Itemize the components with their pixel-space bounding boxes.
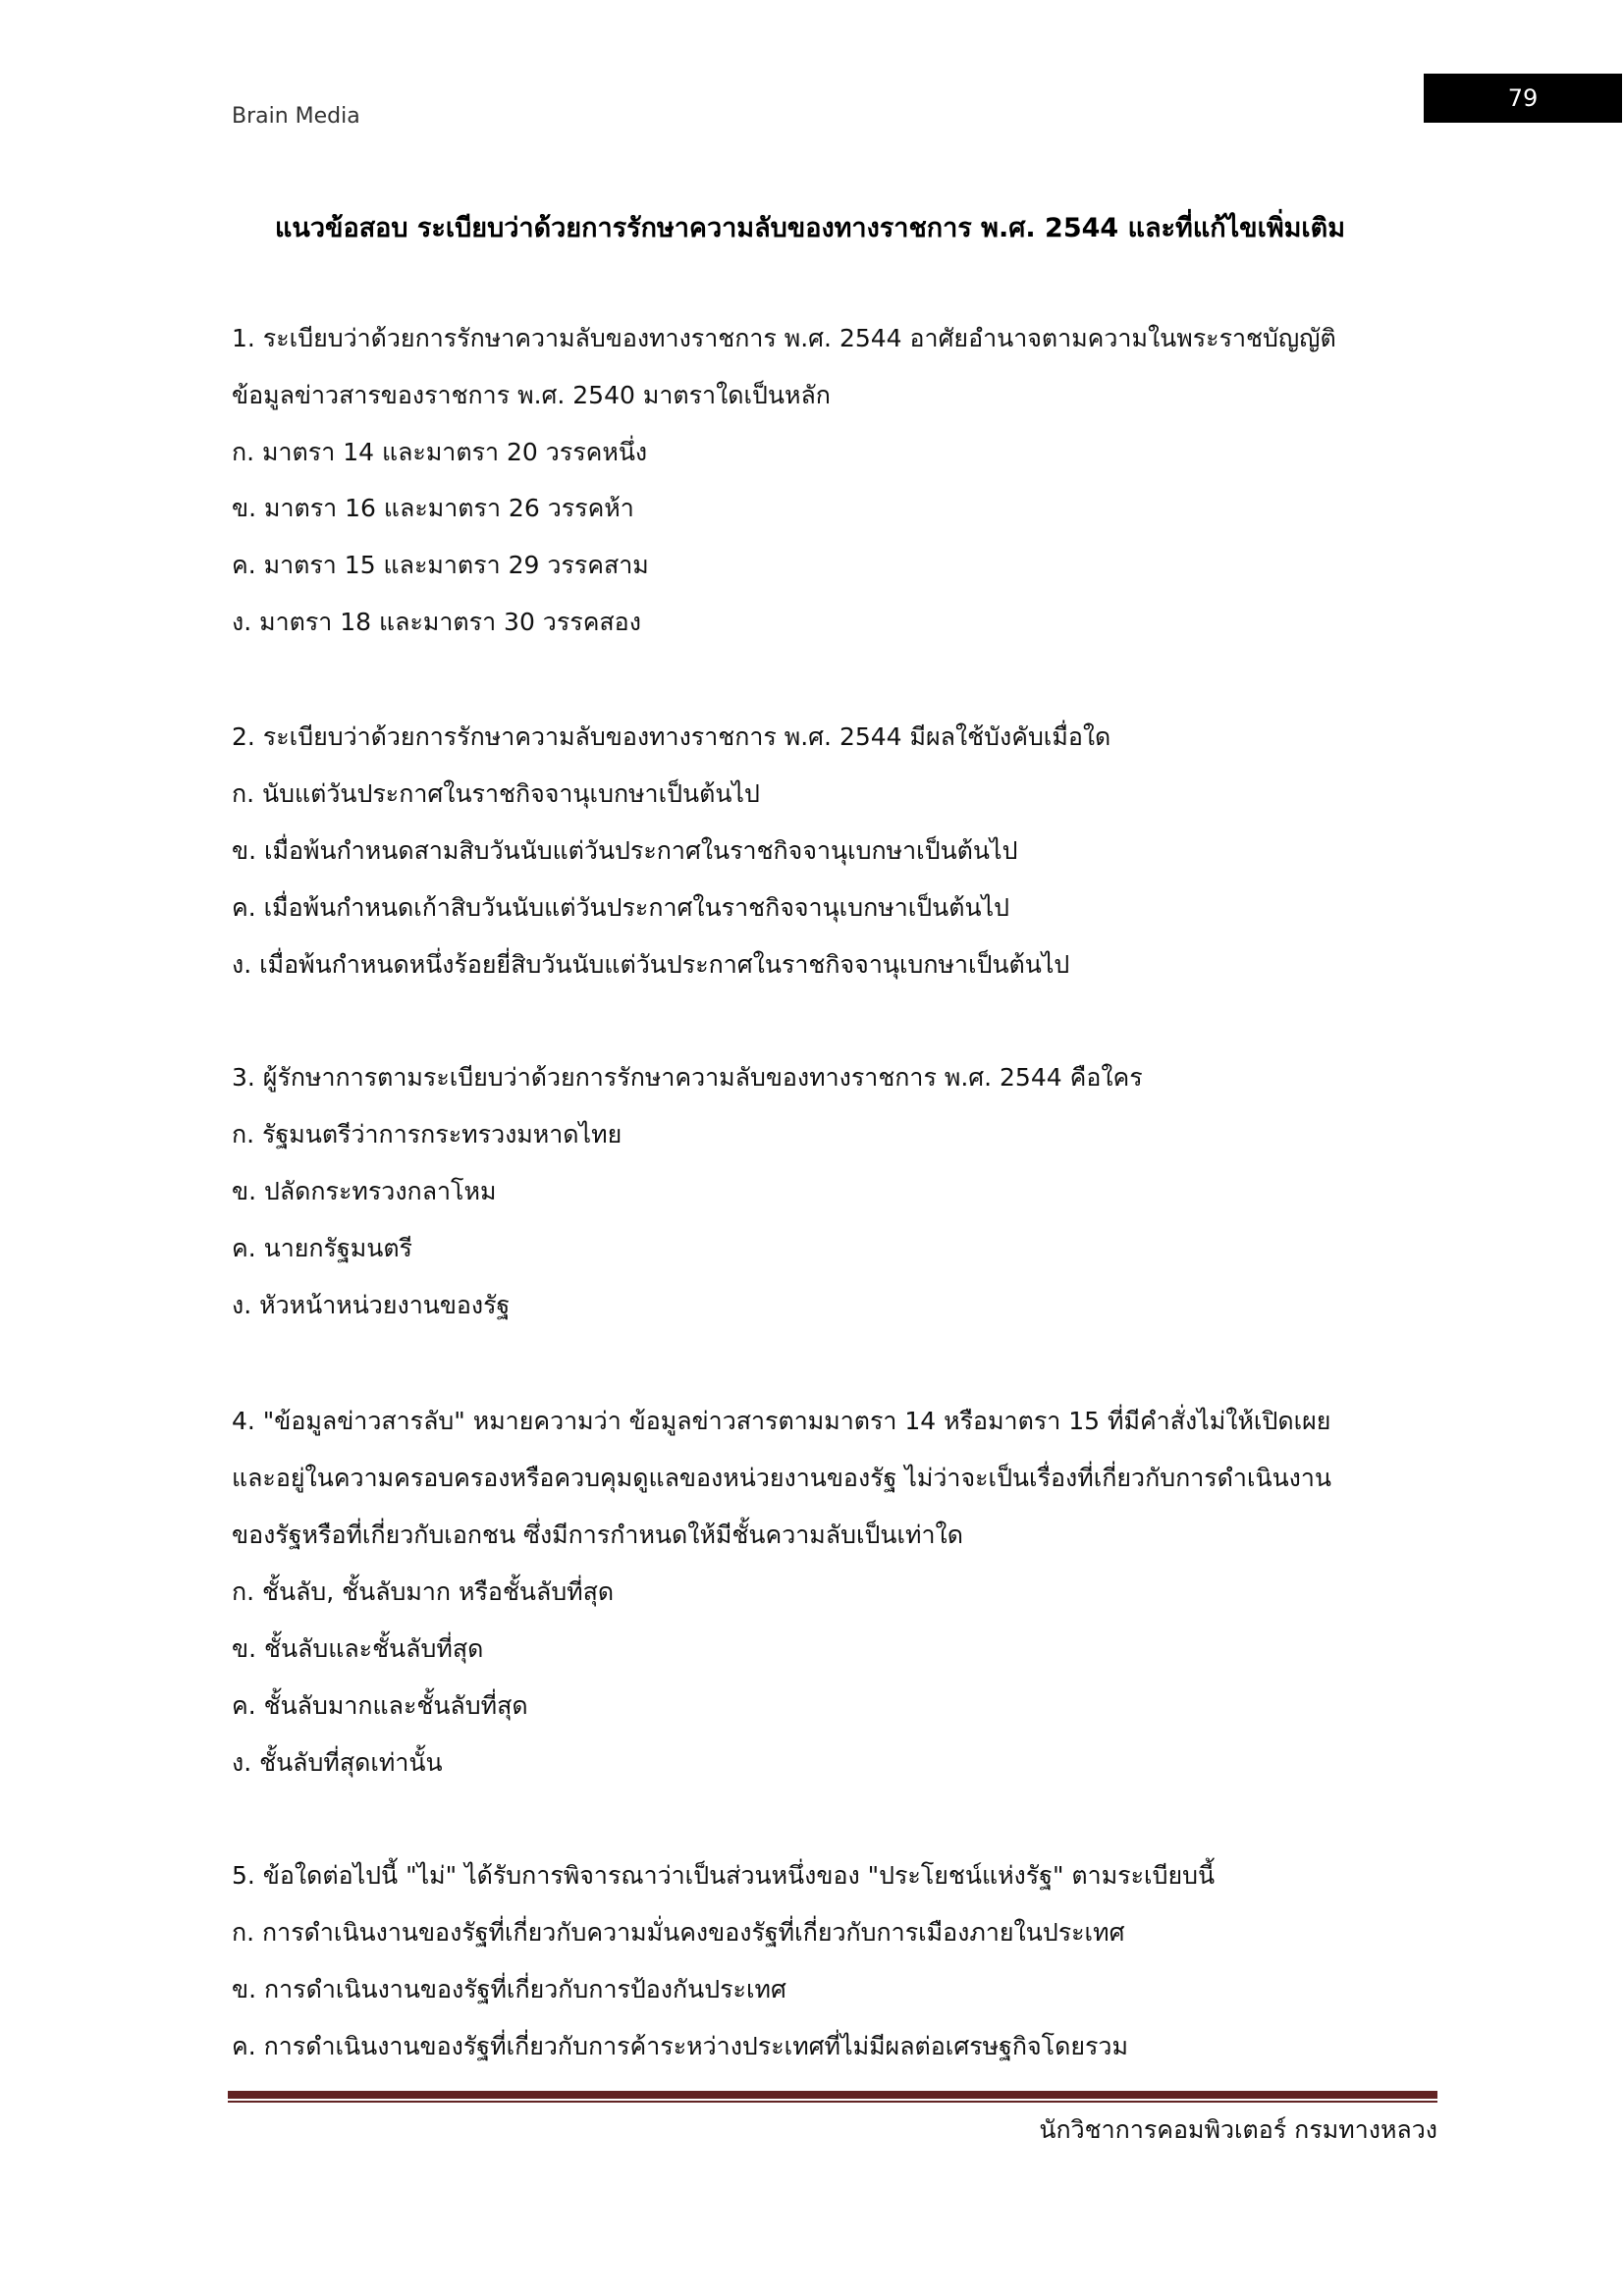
choice: ค. ชั้นลับมากและชั้นลับที่สุด: [232, 1691, 528, 1720]
question-text: 3. ผู้รักษาการตามระเบียบว่าด้วยการรักษาความลับของทางราชการ พ.ศ. 2544 คือใคร: [232, 1063, 1143, 1092]
choice: ง. เมื่อพ้นกำหนดหนึ่งร้อยยี่สิบวันนับแต่วันประกาศในราชกิจจานุเบกษาเป็นต้นไป: [232, 950, 1070, 979]
choice: ง. ชั้นลับที่สุดเท่านั้น: [232, 1748, 443, 1777]
page-number: 79: [1507, 84, 1539, 112]
footer-rule-thick: [228, 2091, 1437, 2099]
choice: ข. มาตรา 16 และมาตรา 26 วรรคห้า: [232, 494, 634, 522]
question-text: 5. ข้อใดต่อไปนี้ "ไม่" ได้รับการพิจารณาว่าเป็นส่วนหนึ่งของ "ประโยชน์แห่งรัฐ" ตามระเบียบนี้: [232, 1861, 1216, 1890]
choice: ข. ปลัดกระทรวงกลาโหม: [232, 1177, 497, 1205]
choice: ค. มาตรา 15 และมาตรา 29 วรรคสาม: [232, 551, 649, 579]
choice: ค. การดำเนินงานของรัฐที่เกี่ยวกับการค้าระหว่างประเทศที่ไม่มีผลต่อเศรษฐกิจโดยรวม: [232, 2032, 1128, 2060]
choice: ค. นายกรัฐมนตรี: [232, 1234, 412, 1262]
question-text: 1. ระเบียบว่าด้วยการรักษาความลับของทางราชการ พ.ศ. 2544 อาศัยอำนาจตามความในพระราชบัญญัติ: [232, 324, 1336, 352]
choice: ข. เมื่อพ้นกำหนดสามสิบวันนับแต่วันประกาศในราชกิจจานุเบกษาเป็นต้นไป: [232, 836, 1018, 865]
footer-text: นักวิชาการคอมพิวเตอร์ กรมทางหลวง: [1039, 2115, 1437, 2144]
choice: ง. หัวหน้าหน่วยงานของรัฐ: [232, 1291, 511, 1319]
header-brand: Brain Media: [232, 104, 360, 129]
footer-rule-thin: [228, 2101, 1437, 2103]
choice: ก. มาตรา 14 และมาตรา 20 วรรคหนึ่ง: [232, 438, 648, 466]
choice: ก. การดำเนินงานของรัฐที่เกี่ยวกับความมั่นคงของรัฐที่เกี่ยวกับการเมืองภายในประเทศ: [232, 1918, 1125, 1947]
page-title: แนวข้อสอบ ระเบียบว่าด้วยการรักษาความลับของทางราชการ พ.ศ. 2544 และที่แก้ไขเพิ่มเติม: [275, 213, 1345, 243]
question-text: ของรัฐหรือที่เกี่ยวกับเอกชน ซึ่งมีการกำหนดให้มีชั้นความลับเป็นเท่าใด: [232, 1521, 963, 1549]
choice: ข. ชั้นลับและชั้นลับที่สุด: [232, 1634, 484, 1663]
question-text: และอยู่ในความครอบครองหรือควบคุมดูแลของหน่วยงานของรัฐ ไม่ว่าจะเป็นเรื่องที่เกี่ยวกับการดำเนินงาน: [232, 1464, 1332, 1492]
choice: ข. การดำเนินงานของรัฐที่เกี่ยวกับการป้องกันประเทศ: [232, 1975, 786, 2003]
choice: ค. เมื่อพ้นกำหนดเก้าสิบวันนับแต่วันประกาศในราชกิจจานุเบกษาเป็นต้นไป: [232, 893, 1010, 922]
question-text: 2. ระเบียบว่าด้วยการรักษาความลับของทางราชการ พ.ศ. 2544 มีผลใช้บังคับเมื่อใด: [232, 722, 1111, 751]
question-text: 4. "ข้อมูลข่าวสารลับ" หมายความว่า ข้อมูลข่าวสารตามมาตรา 14 หรือมาตรา 15 ที่มีคำสั่งไม่ให้เปิดเผย: [232, 1407, 1331, 1435]
choice: ก. ชั้นลับ, ชั้นลับมาก หรือชั้นลับที่สุด: [232, 1577, 615, 1606]
question-text: ข้อมูลข่าวสารของราชการ พ.ศ. 2540 มาตราใดเป็นหลัก: [232, 381, 831, 409]
choice: ก. รัฐมนตรีว่าการกระทรวงมหาดไทย: [232, 1120, 623, 1148]
page-number-badge: [1424, 74, 1622, 123]
choice: ก. นับแต่วันประกาศในราชกิจจานุเบกษาเป็นต้นไป: [232, 779, 760, 808]
choice: ง. มาตรา 18 และมาตรา 30 วรรคสอง: [232, 608, 641, 636]
